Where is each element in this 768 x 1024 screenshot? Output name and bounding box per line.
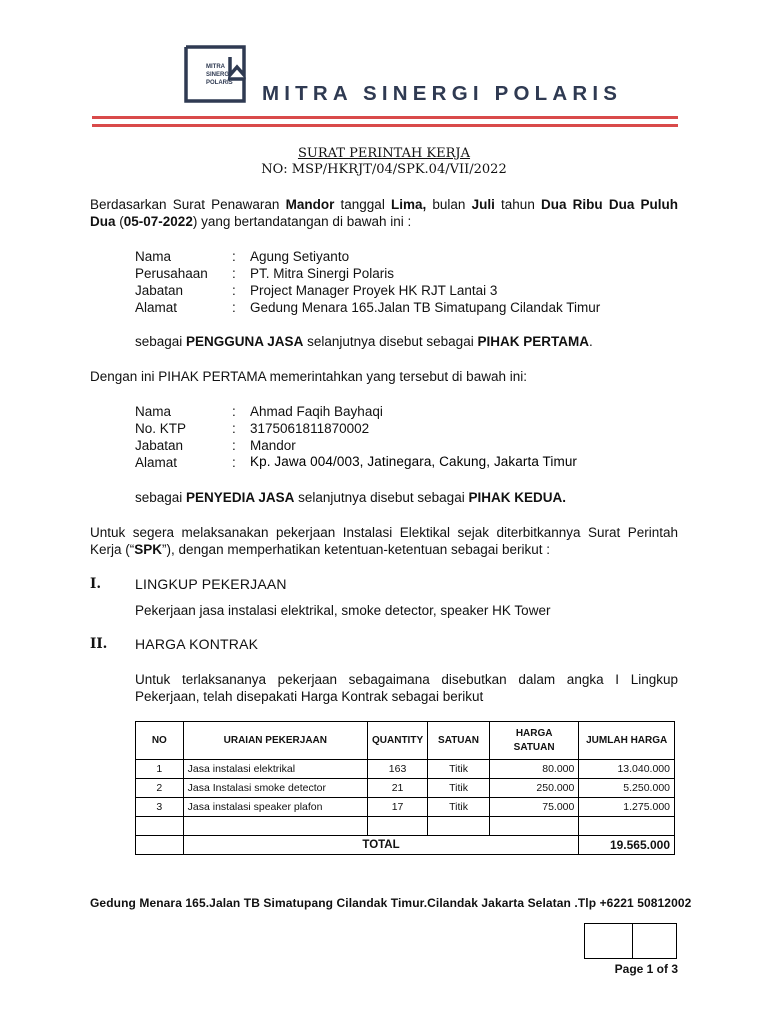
field-label: Jabatan — [135, 283, 184, 298]
spk-bold: SPK — [134, 542, 163, 557]
cell-satuan: Titik — [428, 760, 490, 779]
section-2-title: HARGA KONTRAK — [135, 636, 259, 652]
statement-bold: PENYEDIA JASA — [186, 490, 295, 505]
company-logo-mark — [184, 45, 246, 103]
logo-mark-text-3: POLARIS — [206, 80, 233, 86]
field-value: Project Manager Proyek HK RJT Lantai 3 — [250, 283, 498, 298]
field-label: Perusahaan — [135, 266, 208, 281]
cell-quantity: 163 — [368, 760, 428, 779]
header-rule-bottom — [92, 124, 678, 127]
field-colon: : — [232, 266, 236, 281]
field-value: Agung Setiyanto — [250, 249, 350, 264]
cell-empty — [368, 817, 428, 836]
col-header-jumlah: JUMLAH HARGA — [579, 722, 675, 760]
field-colon: : — [232, 283, 236, 298]
statement-bold: PIHAK PERTAMA — [477, 334, 589, 349]
intro-text: bulan — [426, 197, 472, 212]
section-1-text: Pekerjaan jasa instalasi elektrikal, smoke detector, speaker HK Tower — [135, 603, 551, 618]
section-2-number: II. — [90, 636, 108, 652]
field-value: Kp. Jawa 004/003, Jatinegara, Cakung, Jakarta Timur — [250, 454, 578, 469]
field-colon: : — [232, 438, 236, 453]
cell-empty — [136, 817, 184, 836]
spk-paragraph-line-2 — [90, 541, 678, 558]
perintah-paragraph: Dengan ini PIHAK PERTAMA memerintahkan yang tersebut di bawah ini: — [90, 369, 527, 384]
field-value: Mandor — [250, 438, 296, 453]
col-header-no: NO — [136, 722, 184, 760]
intro-bold: Juli — [471, 197, 495, 212]
field-label: No. KTP — [135, 421, 187, 436]
statement-bold: PIHAK KEDUA. — [468, 490, 566, 505]
intro-bold: Dua Ribu Dua Puluh — [541, 197, 678, 212]
intro-text: ( — [115, 214, 124, 229]
section-2-text-line-2: Pekerjaan, telah disepakati Harga Kontrak sebagai berikut — [135, 689, 484, 704]
cell-quantity: 17 — [368, 798, 428, 817]
intro-paragraph-line-1 — [90, 196, 678, 213]
section-2-text-line-1: Untuk terlaksananya pekerjaan sebagaimana disebutkan dalam angka I Lingkup — [135, 672, 678, 687]
cell-jumlah: 5.250.000 — [579, 779, 675, 798]
field-label: Nama — [135, 249, 172, 264]
intro-bold: Dua — [90, 214, 116, 229]
table-row-empty — [136, 817, 675, 836]
intro-text: tahun — [494, 197, 541, 212]
cell-uraian: Jasa instalasi speaker plafon — [183, 798, 367, 817]
statement-text: selanjutnya disebut sebagai — [303, 334, 478, 349]
logo-mark-text-1: MITRA — [206, 64, 225, 70]
field-colon: : — [232, 421, 236, 436]
document-title: SURAT PERINTAH KERJA — [297, 146, 471, 161]
harga-kontrak-table — [135, 721, 675, 855]
cell-uraian: Jasa instalasi elektrikal — [183, 760, 367, 779]
intro-paragraph-line-2 — [90, 213, 678, 230]
table-row — [136, 798, 675, 817]
pengguna-jasa-statement — [135, 333, 593, 350]
document-number: NO: MSP/HKRJT/04/SPK.04/VII/2022 — [261, 162, 507, 177]
intro-text: tanggal — [334, 197, 391, 212]
table-row — [136, 779, 675, 798]
col-header-harga-line-1: HARGA — [515, 727, 553, 739]
statement-text: . — [588, 334, 593, 349]
cell-no: 2 — [136, 779, 184, 798]
page-number: Page 1 of 3 — [614, 962, 678, 976]
logo-mark-text-2: SINERGI — [206, 72, 231, 78]
field-colon: : — [232, 249, 236, 264]
intro-bold: 05-07-2022 — [123, 214, 193, 229]
intro-text: Berdasarkan Surat Penawaran — [90, 197, 286, 212]
penyedia-jasa-statement — [135, 489, 566, 506]
field-value: 3175061811870002 — [250, 421, 370, 436]
cell-harga: 80.000 — [489, 760, 578, 779]
company-name: MITRA SINERGI POLARIS — [262, 82, 623, 105]
col-header-harga-line-2: SATUAN — [513, 741, 555, 753]
intro-text: ) yang bertandatangan di bawah ini : — [192, 214, 412, 229]
cell-harga: 75.000 — [489, 798, 578, 817]
col-header-uraian: URAIAN PEKERJAAN — [183, 722, 367, 760]
cell-empty — [183, 817, 367, 836]
table-row — [136, 760, 675, 779]
section-1-number: I. — [90, 576, 102, 592]
field-value: Gedung Menara 165.Jalan TB Simatupang Cilandak Timur — [250, 300, 601, 315]
field-label: Nama — [135, 404, 172, 419]
cell-harga: 250.000 — [489, 779, 578, 798]
header-rule-top — [92, 116, 678, 119]
intro-bold: Mandor — [285, 197, 335, 212]
spk-text: Kerja (“ — [90, 542, 135, 557]
cell-satuan: Titik — [428, 798, 490, 817]
total-label: TOTAL — [183, 836, 579, 855]
cell-quantity: 21 — [368, 779, 428, 798]
paraf-box — [584, 923, 677, 959]
cell-empty — [136, 836, 184, 855]
field-colon: : — [232, 404, 236, 419]
cell-satuan: Titik — [428, 779, 490, 798]
field-label: Alamat — [135, 455, 178, 470]
statement-text: sebagai — [135, 490, 187, 505]
col-header-quantity: QUANTITY — [368, 722, 428, 760]
cell-jumlah: 1.275.000 — [579, 798, 675, 817]
table-header-row — [136, 722, 675, 760]
field-label: Jabatan — [135, 438, 184, 453]
section-1-title: LINGKUP PEKERJAAN — [135, 576, 287, 592]
intro-bold: Lima, — [390, 197, 427, 212]
field-value: PT. Mitra Sinergi Polaris — [250, 266, 395, 281]
cell-empty — [428, 817, 490, 836]
total-value: 19.565.000 — [579, 836, 675, 855]
cell-empty — [579, 817, 675, 836]
cell-no: 1 — [136, 760, 184, 779]
field-value: Ahmad Faqih Bayhaqi — [250, 404, 383, 419]
spk-text: ”), dengan memperhatikan ketentuan-ketentuan sebagai berikut : — [162, 542, 551, 557]
field-colon: : — [232, 455, 236, 470]
spk-paragraph-line-1: Untuk segera melaksanakan pekerjaan Instalasi Elektikal sejak diterbitkannya Surat Perintah — [90, 525, 678, 540]
footer-address: Gedung Menara 165.Jalan TB Simatupang Cilandak Timur.Cilandak Jakarta Selatan .Tlp +6221 50812002 — [90, 896, 692, 910]
field-label: Alamat — [135, 300, 178, 315]
cell-empty — [489, 817, 578, 836]
col-header-harga-satuan — [489, 722, 578, 760]
paraf-box-divider — [632, 923, 633, 959]
cell-jumlah: 13.040.000 — [579, 760, 675, 779]
cell-uraian: Jasa Instalasi smoke detector — [183, 779, 367, 798]
table-total-row — [136, 836, 675, 855]
statement-text: sebagai — [135, 334, 187, 349]
col-header-satuan: SATUAN — [428, 722, 490, 760]
cell-no: 3 — [136, 798, 184, 817]
field-colon: : — [232, 300, 236, 315]
statement-text: selanjutnya disebut sebagai — [294, 490, 469, 505]
statement-bold: PENGGUNA JASA — [186, 334, 304, 349]
